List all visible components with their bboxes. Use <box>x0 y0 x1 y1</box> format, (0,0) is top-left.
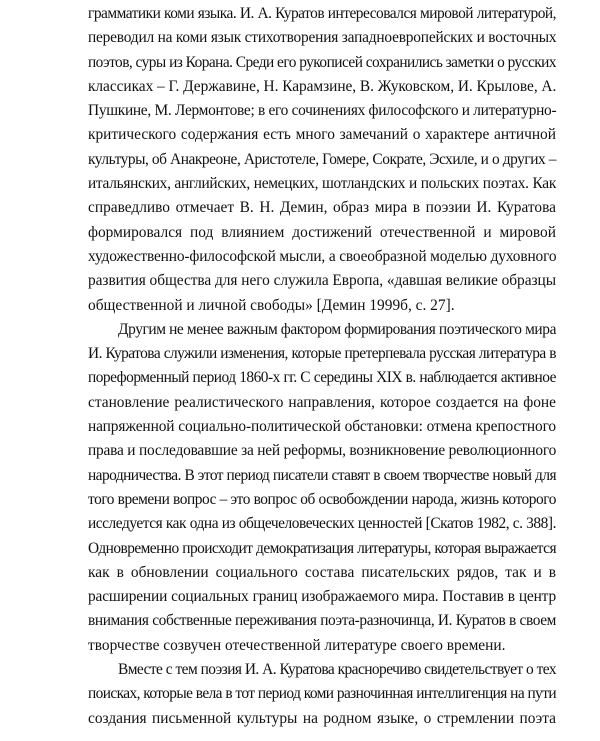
text-line: общественной и личной свободы» [Демин 1999б, с. 27]. <box>88 296 455 314</box>
text-line: становление реалистического направления, которое создается на фоне <box>88 393 556 411</box>
text-line: народничества. В этот период писатели ставят в своем творчестве новый для <box>88 466 556 484</box>
text-line: переводил на коми язык стихотворения западноевропейских и восточных <box>88 29 557 47</box>
text-line: поэтов, суры из Корана. Среди его рукописей сохранились заметки о русских <box>88 53 556 71</box>
text-line: критического содержания есть много замечаний о характере античной <box>88 126 556 144</box>
text-line: Пушкине, М. Лермонтове; в его сочинениях философского и литературно- <box>88 102 557 120</box>
text-line: Другим не менее важным фактором формирования поэтического мира <box>118 320 556 338</box>
text-line: формировался под влиянием достижений отечественной и мировой <box>88 223 556 241</box>
text-line: того времени вопрос – это вопрос об освобождении народа, жизнь которого <box>88 490 556 508</box>
paragraph-2 <box>88 318 556 658</box>
text-line: поисках, которые вела в тот период коми разночинная интеллигенция на пути <box>88 685 556 703</box>
text-line: развития общества для него служила Европа, «давшая великие образцы <box>88 272 556 290</box>
text-line: как в обновлении социального состава писательских рядов, так и в <box>88 563 556 581</box>
text-line: Вместе с тем поэзия И. А. Куратова красноречиво свидетельствует о тех <box>118 661 556 679</box>
text-line: итальянских, английских, немецких, шотландских и польских поэтах. Как <box>88 175 556 193</box>
text-line: культуры, об Анакреоне, Аристотеле, Гомере, Сократе, Эсхиле, и о других – <box>88 150 556 168</box>
text-line: творчестве созвучен отечественной литературе своего времени. <box>88 636 506 654</box>
text-line: художественно-философской мысли, а своеобразной моделью духовного <box>88 247 557 265</box>
text-line: создания письменной культуры на родном языке, о стремлении поэта <box>88 709 556 727</box>
text-line: напряженной социально-политической обстановки: отмена крепостного <box>88 418 556 436</box>
text-line: И. Куратова служили изменения, которые претерпевала русская литература в <box>88 345 556 363</box>
text-line: справедливо отмечает В. Н. Демин, образ мира в поэзии И. Куратова <box>88 199 556 217</box>
paragraph-3 <box>88 658 556 731</box>
text-line: Одновременно происходит демократизация литературы, которая выражается <box>88 539 556 557</box>
text-line: классиках – Г. Державине, Н. Карамзине, В. Жуковском, И. Крылове, А. <box>88 77 557 95</box>
text-line: исследуется как одна из общечеловеческих ценностей [Скатов 1982, с. 388]. <box>88 515 556 533</box>
text-line: права и последовавшие за ней реформы, возникновение революционного <box>88 442 557 460</box>
text-line: внимания собственные переживания поэта-разночинца, И. Куратов в своем <box>88 612 556 630</box>
document-body <box>88 2 556 731</box>
text-line: расширении социальных границ изображаемого мира. Поставив в центр <box>88 588 556 606</box>
paragraph-1 <box>88 2 556 318</box>
text-line: грамматики коми языка. И. А. Куратов интересовался мировой литературой, <box>88 5 556 22</box>
text-line: пореформенный период 1860-х гг. С середины XIX в. наблюдается активное <box>88 369 556 387</box>
